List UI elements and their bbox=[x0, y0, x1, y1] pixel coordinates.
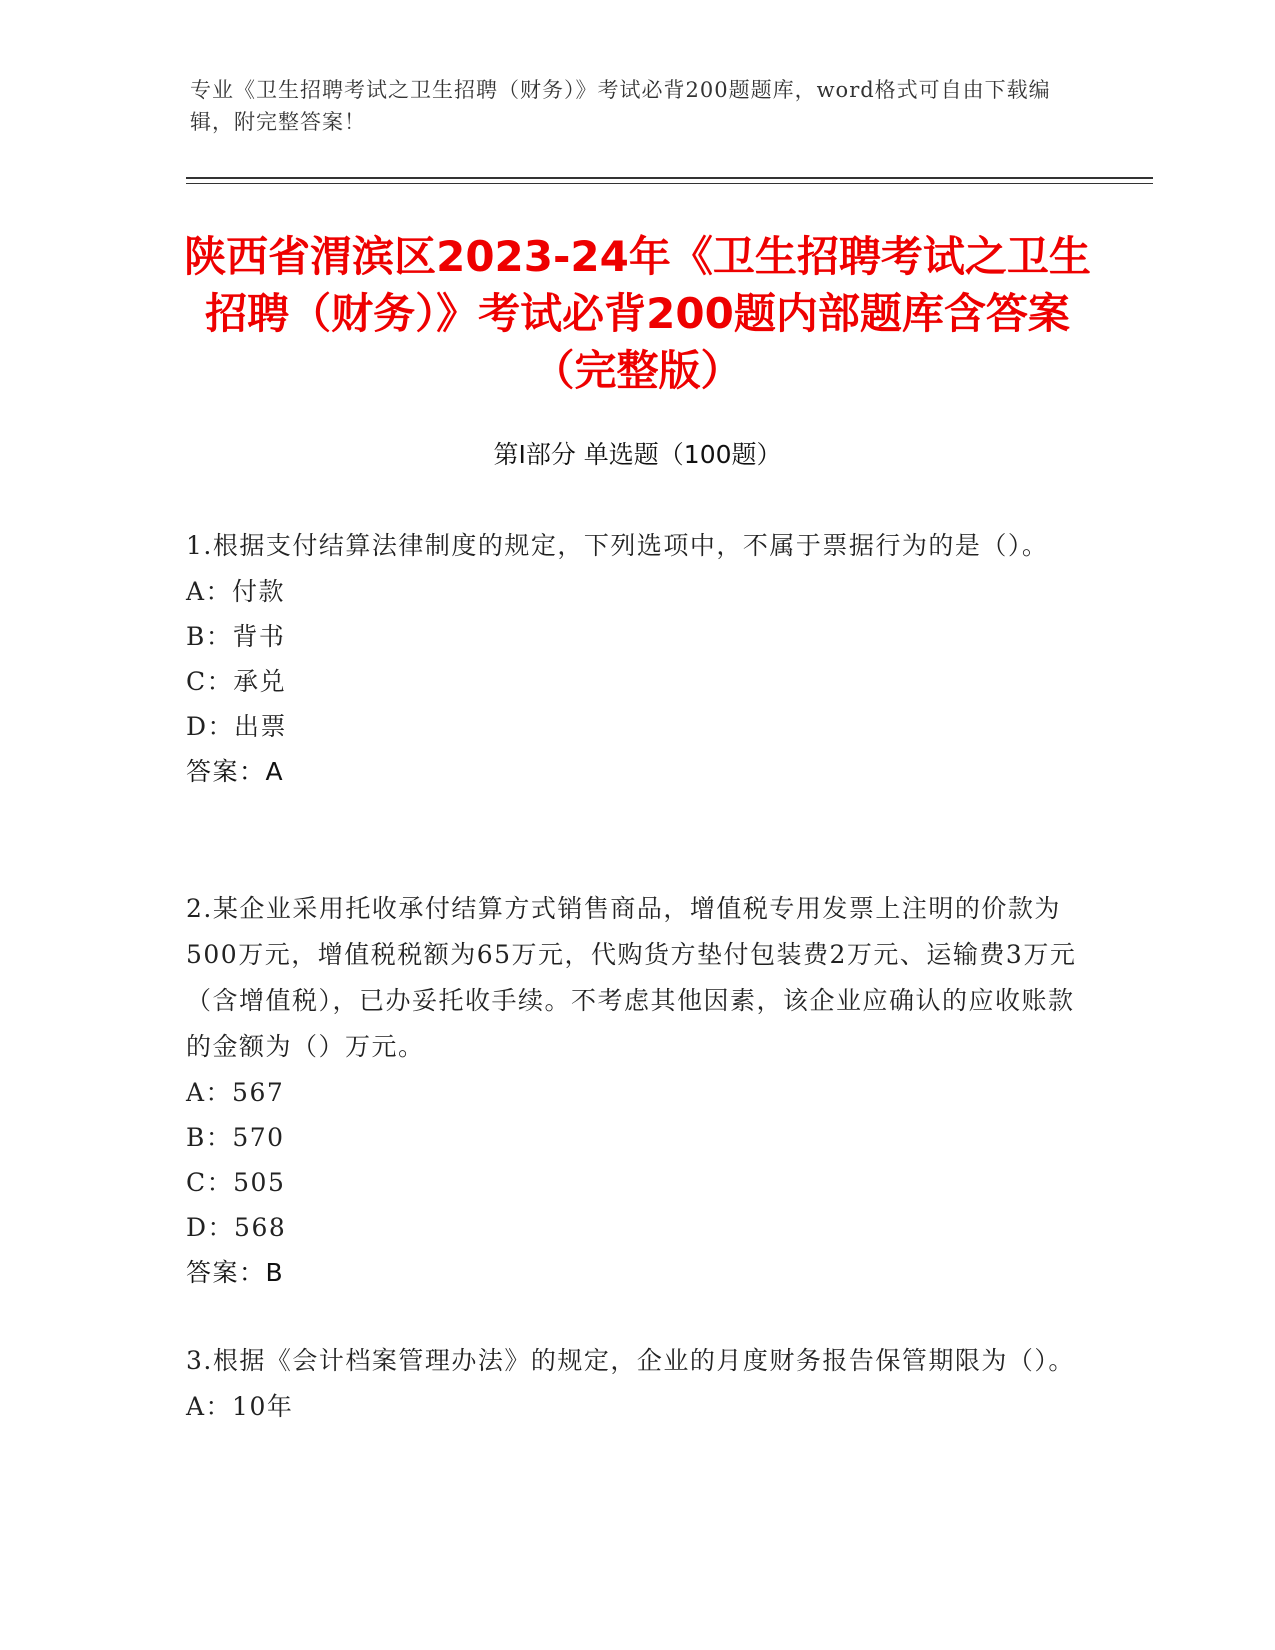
option-d: D：出票 bbox=[186, 712, 288, 741]
option-b: B：570 bbox=[186, 1123, 285, 1152]
option-a: A：付款 bbox=[186, 577, 286, 606]
answer-line: 答案：A bbox=[186, 757, 285, 786]
option-c: C：承兑 bbox=[186, 667, 287, 696]
header-note: 专业《卫生招聘考试之卫生招聘（财务）》考试必背200题题库，word格式可自由下载编辑，附完整答案！ bbox=[190, 78, 1051, 134]
question-stem: 1.根据支付结算法律制度的规定，下列选项中，不属于票据行为的是（）。 bbox=[186, 531, 1049, 560]
question-item bbox=[186, 523, 1086, 795]
header-rule-thick bbox=[186, 177, 1153, 179]
option-a: A：567 bbox=[186, 1078, 285, 1107]
question-item bbox=[186, 1338, 1086, 1429]
option-c: C：505 bbox=[186, 1168, 286, 1197]
option-a: A：10年 bbox=[186, 1392, 294, 1421]
header-rule-thin bbox=[186, 183, 1153, 184]
option-b: B：背书 bbox=[186, 622, 286, 651]
document-title: 陕西省渭滨区2023-24年《卫生招聘考试之卫生招聘（财务）》考试必背200题内部题库含答案（完整版） bbox=[184, 232, 1091, 395]
section-heading: 第Ⅰ部分 单选题（100题） bbox=[493, 440, 782, 469]
option-d: D：568 bbox=[186, 1213, 287, 1242]
question-stem: 2.某企业采用托收承付结算方式销售商品，增值税专用发票上注明的价款为500万元，增值税税额为65万元，代购货方垫付包装费2万元、运输费3万元（含增值税），已办妥托收手续。不考虑其他因素，该企业应确认的应收账款的金额为（）万元。 bbox=[186, 894, 1077, 1061]
question-item bbox=[186, 886, 1086, 1296]
answer-line: 答案：B bbox=[186, 1258, 285, 1287]
question-stem: 3.根据《会计档案管理办法》的规定，企业的月度财务报告保管期限为（）。 bbox=[186, 1346, 1075, 1375]
